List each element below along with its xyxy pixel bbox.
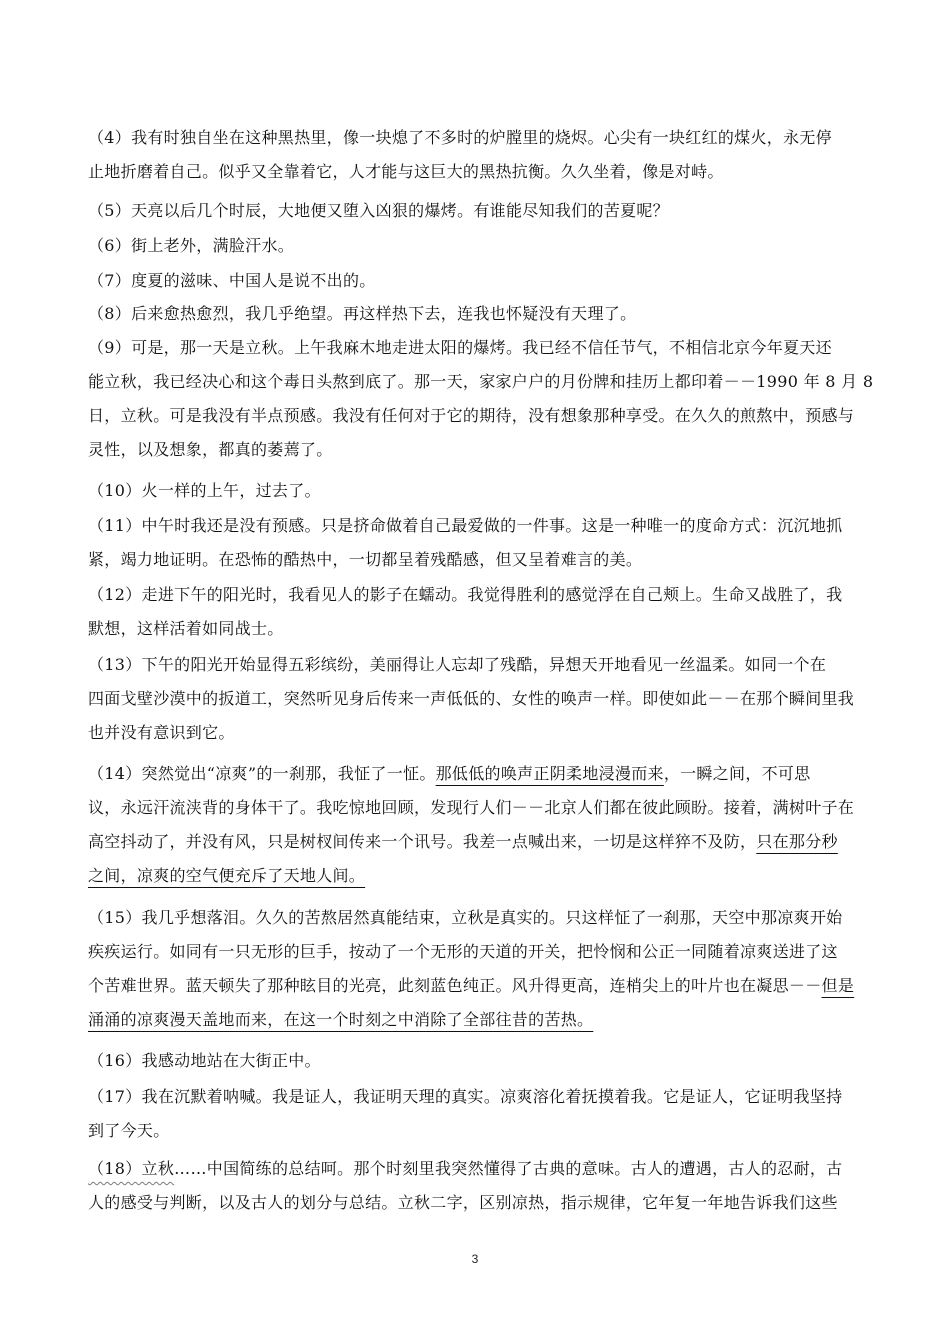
text-line [88, 825, 864, 859]
text-line: 人的感受与判断，以及古人的划分与总结。立秋二字，区别凉热，指示规律，它年复一年地告诉我们这些 [88, 1193, 838, 1212]
text-run: （14）突然觉出“凉爽”的一刹那，我怔了一怔。 [88, 764, 436, 783]
paragraph-18 [88, 1152, 864, 1220]
text-line: 也并没有意识到它。 [88, 723, 235, 742]
paragraph-8 [88, 297, 864, 331]
paragraph-16 [88, 1044, 864, 1078]
text-line: 紧，竭力地证明。在恐怖的酷热中，一切都呈着残酷感，但又呈着难言的美。 [88, 550, 643, 569]
underlined-sentence: 那低低的唤声正阴柔地浸漫而来 [435, 764, 664, 783]
text-line: 止地折磨着自己。似乎又全靠着它，人才能与这巨大的黑热抗衡。久久坐着，像是对峙。 [88, 162, 724, 181]
page-number: 3 [471, 1252, 479, 1266]
paragraph-7 [88, 264, 864, 298]
paragraph-12 [88, 578, 864, 646]
underlined-sentence: 只在那分秒 [756, 832, 838, 851]
paragraph-6 [88, 229, 864, 263]
paragraph-9 [88, 331, 874, 467]
text-line: 议，永远汗流浃背的身体干了。我吃惊地回顾，发现行人们－－北京人们都在彼此顾盼。接着，满树叶子在 [88, 798, 855, 817]
paragraph-4 [88, 121, 864, 189]
text-run: 个苦难世界。蓝天顿失了那种眩目的光亮，此刻蓝色纯正。风升得更高，连梢尖上的叶片也在凝思－－ [88, 976, 822, 995]
paragraph-17 [88, 1080, 864, 1148]
paragraph-11 [88, 509, 864, 577]
text-line: （13）下午的阳光开始显得五彩缤纷，美丽得让人忘却了残酷，异想天开地看见一丝温柔。如同一个在 [88, 655, 827, 674]
text-line: （8）后来愈热愈烈，我几乎绝望。再这样热下去，连我也怀疑没有天理了。 [88, 304, 637, 323]
text-line: （11）中午时我还是没有预感。只是挤命做着自己最爱做的一件事。这是一种唯一的度命方式：沉沉地抓 [88, 516, 843, 535]
text-line: （12）走进下午的阳光时，我看见人的影子在蠕动。我觉得胜利的感觉浮在自己颊上。生命又战胜了，我 [88, 585, 843, 604]
underlined-sentence: 但是 [821, 976, 855, 995]
text-line [88, 1152, 864, 1186]
text-line: （15）我几乎想落泪。久久的苦熬居然真能结束，立秋是真实的。只这样怔了一刹那，天空中那凉爽开始 [88, 908, 843, 927]
text-line: （16）我感动地站在大街正中。 [88, 1051, 321, 1070]
text-line [88, 1003, 864, 1037]
text-line: （4）我有时独自坐在这种黑热里，像一块熄了不多时的炉膛里的烧烬。心尖有一块红红的煤火，永无停 [88, 128, 832, 147]
text-line: 到了今天。 [88, 1121, 170, 1140]
underlined-sentence: 涌涌的凉爽漫天盖地而来，在这一个时刻之中消除了全部往昔的苦热。 [88, 1010, 594, 1029]
text-line: 疾疾运行。如同有一只无形的巨手，按动了一个无形的天道的开关，把怜悯和公正一同随着凉爽送进了这 [88, 942, 838, 961]
text-line: 灵性，以及想象，都真的萎蔫了。 [88, 440, 333, 459]
text-line [88, 859, 864, 893]
text-run: ，一瞬之间，不可思 [663, 764, 811, 783]
underlined-sentence: 之间，凉爽的空气便充斥了天地人间。 [88, 866, 366, 885]
wavy-underlined-text: （18）立秋 [88, 1159, 175, 1178]
text-line: （6）街上老外，满脸汗水。 [88, 236, 295, 255]
paragraph-15 [88, 901, 864, 1037]
text-line: （7）度夏的滋味、中国人是说不出的。 [88, 271, 376, 290]
text-line: （9）可是，那一天是立秋。上午我麻木地走进太阳的爆烤。我已经不信任节气，不相信北京今年夏天还 [88, 338, 832, 357]
text-line: 能立秋，我已经决心和这个毒日头熬到底了。那一天，家家户户的月份牌和挂历上都印着－－1990 年 8 月 8 [88, 372, 874, 391]
text-line: （10）火一样的上午，过去了。 [88, 481, 321, 500]
text-line: （17）我在沉默着呐喊。我是证人，我证明天理的真实。凉爽溶化着抚摸着我。它是证人，它证明我坚持 [88, 1087, 843, 1106]
paragraph-13 [88, 648, 864, 750]
text-line: （5）天亮以后几个时辰，大地便又堕入凶狠的爆烤。有谁能尽知我们的苦夏呢？ [88, 201, 669, 220]
paragraph-10 [88, 474, 864, 508]
text-run: 高空抖动了，并没有风，只是树杈间传来一个讯号。我差一点喊出来，一切是这样猝不及防， [88, 832, 757, 851]
paragraph-5 [88, 194, 864, 228]
text-line: 日，立秋。可是我没有半点预感。我没有任何对于它的期待，没有想象那种享受。在久久的煎熬中，预感与 [88, 406, 855, 425]
text-line [88, 757, 864, 791]
text-line [88, 969, 864, 1003]
text-line: 默想，这样活着如同战士。 [88, 619, 284, 638]
paragraph-14 [88, 757, 864, 893]
text-line: 四面戈壁沙漠中的扳道工，突然听见身后传来一声低低的、女性的唤声一样。即使如此－－在那个瞬间里我 [88, 689, 855, 708]
text-run: ……中国简练的总结呵。那个时刻里我突然懂得了古典的意味。古人的遭遇，古人的忍耐，古 [174, 1159, 843, 1178]
